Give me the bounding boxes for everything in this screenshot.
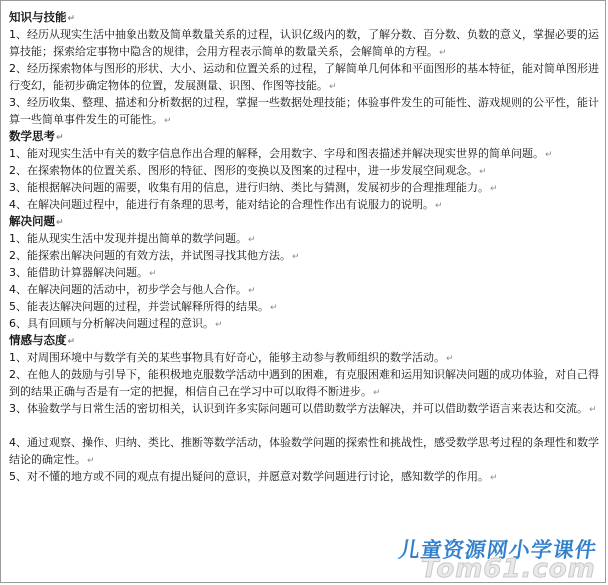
paragraph-mark: ↵ bbox=[270, 303, 278, 313]
paragraph-mark: ↵ bbox=[479, 167, 487, 177]
paragraph-mark: ↵ bbox=[248, 235, 256, 245]
list-item: 6、具有回顾与分析解决问题过程的意识。 bbox=[9, 317, 214, 330]
paragraph-mark: ↵ bbox=[545, 150, 553, 160]
list-item: 4、通过观察、操作、归纳、类比、推断等数学活动，体验数学问题的探索性和挑战性，感受数学思考过程的条理性和数学结论的确定性。 bbox=[9, 436, 599, 466]
section-title: 数学思考 bbox=[9, 129, 55, 143]
watermark-domain: Tom61.com bbox=[421, 554, 596, 584]
paragraph-mark: ↵ bbox=[215, 320, 223, 330]
paragraph-mark: ↵ bbox=[164, 116, 172, 126]
paragraph-mark: ↵ bbox=[248, 286, 256, 296]
section-title: 情感与态度 bbox=[9, 333, 67, 347]
list-item: 1、能从现实生活中发现并提出简单的数学问题。 bbox=[9, 232, 247, 245]
list-item: 4、在解决问题的活动中，初步学会与他人合作。 bbox=[9, 283, 247, 296]
paragraph-mark: ↵ bbox=[292, 252, 300, 262]
list-item: 1、经历从现实生活中抽象出数及简单数量关系的过程，认识亿级内的数，了解分数、百分数、负数的意义，掌握必要的运算技能；探索给定事物中隐含的规律，会用方程表示简单的数量关系，会解简单的方程。 bbox=[9, 28, 599, 58]
list-item: 5、能表达解决问题的过程，并尝试解释所得的结果。 bbox=[9, 300, 269, 313]
document-content bbox=[9, 9, 599, 485]
paragraph-mark: ↵ bbox=[373, 388, 381, 398]
paragraph-mark: ↵ bbox=[56, 218, 64, 228]
paragraph-mark: ↵ bbox=[329, 82, 337, 92]
watermark-site-name: 儿童资源网小学课件 bbox=[397, 537, 599, 562]
section-emotion-attitude bbox=[9, 332, 599, 485]
paragraph-mark: ↵ bbox=[56, 133, 64, 143]
paragraph-mark: ↵ bbox=[439, 48, 447, 58]
paragraph-mark: ↵ bbox=[67, 337, 76, 347]
list-item: 3、能根据解决问题的需要，收集有用的信息，进行归纳、类比与猜测，发展初步的合理推理能力。 bbox=[9, 181, 489, 194]
paragraph-mark: ↵ bbox=[435, 201, 443, 211]
paragraph-mark: ↵ bbox=[490, 473, 498, 483]
list-item: 5、对不懂的地方或不同的观点有提出疑问的意识，并愿意对数学问题进行讨论，感知数学的作用。 bbox=[9, 470, 489, 483]
section-math-thinking bbox=[9, 128, 599, 213]
section-title: 知识与技能 bbox=[9, 10, 67, 24]
list-item: 1、对周围环境中与数学有关的某些事物具有好奇心，能够主动参与教师组织的数学活动。 bbox=[9, 351, 445, 364]
list-item: 2、经历探索物体与图形的形状、大小、运动和位置关系的过程，了解简单几何体和平面图形的基本特征，能对简单图形进行变幻，能初步确定物体的位置，发展测量、识图、作图等技能。 bbox=[9, 62, 599, 92]
paragraph-mark: ↵ bbox=[67, 14, 76, 24]
section-knowledge-skills bbox=[9, 9, 599, 128]
paragraph-mark: ↵ bbox=[149, 269, 157, 279]
paragraph-mark: ↵ bbox=[446, 354, 454, 364]
list-item: 3、能借助计算器解决问题。 bbox=[9, 266, 148, 279]
list-item: 2、能探索出解决问题的有效方法，并试图寻找其他方法。 bbox=[9, 249, 291, 262]
list-item: 2、在探索物体的位置关系、图形的特征、图形的变换以及图案的过程中，进一步发展空间观念。 bbox=[9, 164, 478, 177]
list-item: 3、体验数学与日常生活的密切相关，认识到许多实际问题可以借助数学方法解决，并可以借助数学语言来表达和交流。 bbox=[9, 402, 588, 415]
section-problem-solving bbox=[9, 213, 599, 332]
paragraph-mark: ↵ bbox=[87, 456, 95, 466]
list-item: 2、在他人的鼓励与引导下，能积极地克服数学活动中遇到的困难，有克服困难和运用知识解决问题的成功体验，对自己得到的结果正确与否是有一定的把握，相信自己在学习中可以取得不断进步。 bbox=[9, 368, 599, 398]
section-title: 解决问题 bbox=[9, 214, 55, 228]
paragraph-mark: ↵ bbox=[490, 184, 498, 194]
list-item: 1、能对现实生活中有关的数字信息作出合理的解释，会用数字、字母和图表描述并解决现实世界的简单问题。 bbox=[9, 147, 544, 160]
list-item: 4、在解决问题过程中，能进行有条理的思考，能对结论的合理性作出有说服力的说明。 bbox=[9, 198, 434, 211]
list-item: 3、经历收集、整理、描述和分析数据的过程，掌握一些数据处理技能；体验事件发生的可能性、游戏规则的公平性，能计算一些简单事件发生的可能性。 bbox=[9, 96, 599, 126]
paragraph-mark: ↵ bbox=[589, 405, 597, 415]
